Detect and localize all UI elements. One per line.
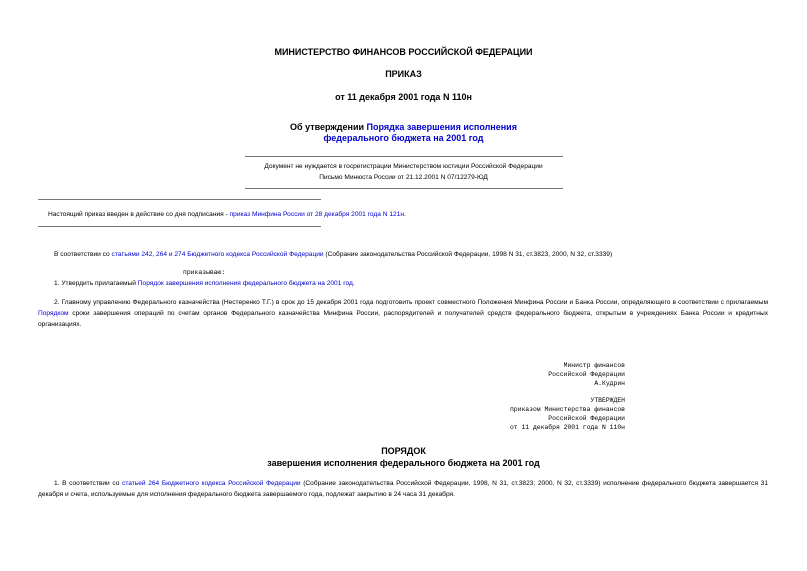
preamble bbox=[54, 249, 774, 260]
procedure-subtitle: завершения исполнения федерального бюджета на 2001 год bbox=[267, 458, 540, 468]
effective-link[interactable]: приказ Минфина России от 28 декабря 2001 года N 121н bbox=[229, 211, 405, 218]
title-link-continued[interactable]: федерального бюджета на 2001 год bbox=[323, 133, 484, 143]
order-word: приказываю: bbox=[183, 269, 226, 276]
item-2-suffix: сроки завершения операций по счетам органов Федерального казначейства Минфина России, распорядителей и получателей средств федерального бюджета, открытым в учреждениях Банка России и кредитных организациях. bbox=[38, 310, 768, 328]
registration-note bbox=[0, 161, 807, 183]
document-type: ПРИКАЗ bbox=[385, 69, 422, 79]
procedure-p1-suffix: (Собрание законодательства Российской Федерации, 1998, N 31, ст.3823; 2000, N 32, ст.3339) исполнение федерального бюджета завершается 31 декабря и счета, используемые для исполнения федерального бюджета завершаемого года, подлежат закрытию в 24 часа 31 декабря. bbox=[38, 480, 768, 498]
divider bbox=[245, 188, 563, 189]
divider bbox=[245, 156, 563, 157]
item-2-link[interactable]: Порядком bbox=[38, 310, 69, 317]
title-prefix: Об утверждении bbox=[290, 122, 367, 132]
procedure-p1-link[interactable]: статьей 264 Бюджетного кодекса Российской Федерации bbox=[122, 480, 301, 487]
item-2 bbox=[38, 297, 768, 330]
item-2-prefix: 2. Главному управлению Федерального казначейства (Нестеренко Т.Г.) в срок до 15 декабря 2001 года подготовить проект совместного Положения Минфина России и Банка России, определяющего в соответствии с прилагаемым bbox=[54, 299, 768, 306]
item-1-prefix: 1. Утвердить прилагаемый bbox=[54, 280, 138, 287]
registration-line-1: Документ не нуждается в госрегистрации Министерством юстиции Российской Федерации bbox=[264, 163, 543, 170]
signature-title: Министр финансов bbox=[563, 362, 625, 369]
approval-country: Российской Федерации bbox=[548, 415, 625, 422]
approval-word: УТВЕРЖДЕН bbox=[590, 397, 625, 404]
divider bbox=[38, 199, 321, 200]
preamble-prefix: В соответствии со bbox=[54, 251, 112, 258]
procedure-title: ПОРЯДОК bbox=[381, 446, 426, 456]
item-1 bbox=[54, 278, 355, 289]
preamble-suffix: (Собрание законодательства Российской Федерации, 1998 N 31, ст.3823, 2000, N 32, ст.3339) bbox=[323, 251, 613, 258]
signature-country: Российской Федерации bbox=[548, 371, 625, 378]
document-title bbox=[0, 122, 807, 144]
signature-block bbox=[548, 361, 625, 388]
effective-note bbox=[48, 209, 406, 220]
preamble-link[interactable]: статьями 242, 264 и 274 Бюджетного кодекса Российской Федерации bbox=[111, 251, 324, 258]
ministry-heading: МИНИСТЕРСТВО ФИНАНСОВ РОССИЙСКОЙ ФЕДЕРАЦИИ bbox=[274, 47, 533, 57]
approval-date: от 11 декабря 2001 года N 110н bbox=[509, 424, 625, 431]
item-1-suffix: . bbox=[352, 280, 355, 287]
procedure-p1-prefix: 1. В соответствии со bbox=[54, 480, 123, 487]
date-number: от 11 декабря 2001 года N 110н bbox=[335, 92, 472, 102]
procedure-paragraph-1 bbox=[38, 478, 768, 500]
divider bbox=[38, 226, 321, 227]
item-1-link[interactable]: Порядок завершения исполнения федерального бюджета на 2001 год bbox=[137, 280, 353, 287]
registration-line-2: Письмо Минюста России от 21.12.2001 N 07/12279-ЮД bbox=[319, 174, 488, 181]
signature-name: А.Кудрин bbox=[594, 380, 625, 387]
approval-block bbox=[510, 396, 625, 432]
effective-suffix: . bbox=[404, 211, 406, 218]
effective-prefix: Настоящий приказ введен в действие со дня подписания - bbox=[48, 211, 230, 218]
title-link[interactable]: Порядка завершения исполнения bbox=[366, 122, 517, 132]
approval-order: приказом Министерства финансов bbox=[509, 406, 625, 413]
